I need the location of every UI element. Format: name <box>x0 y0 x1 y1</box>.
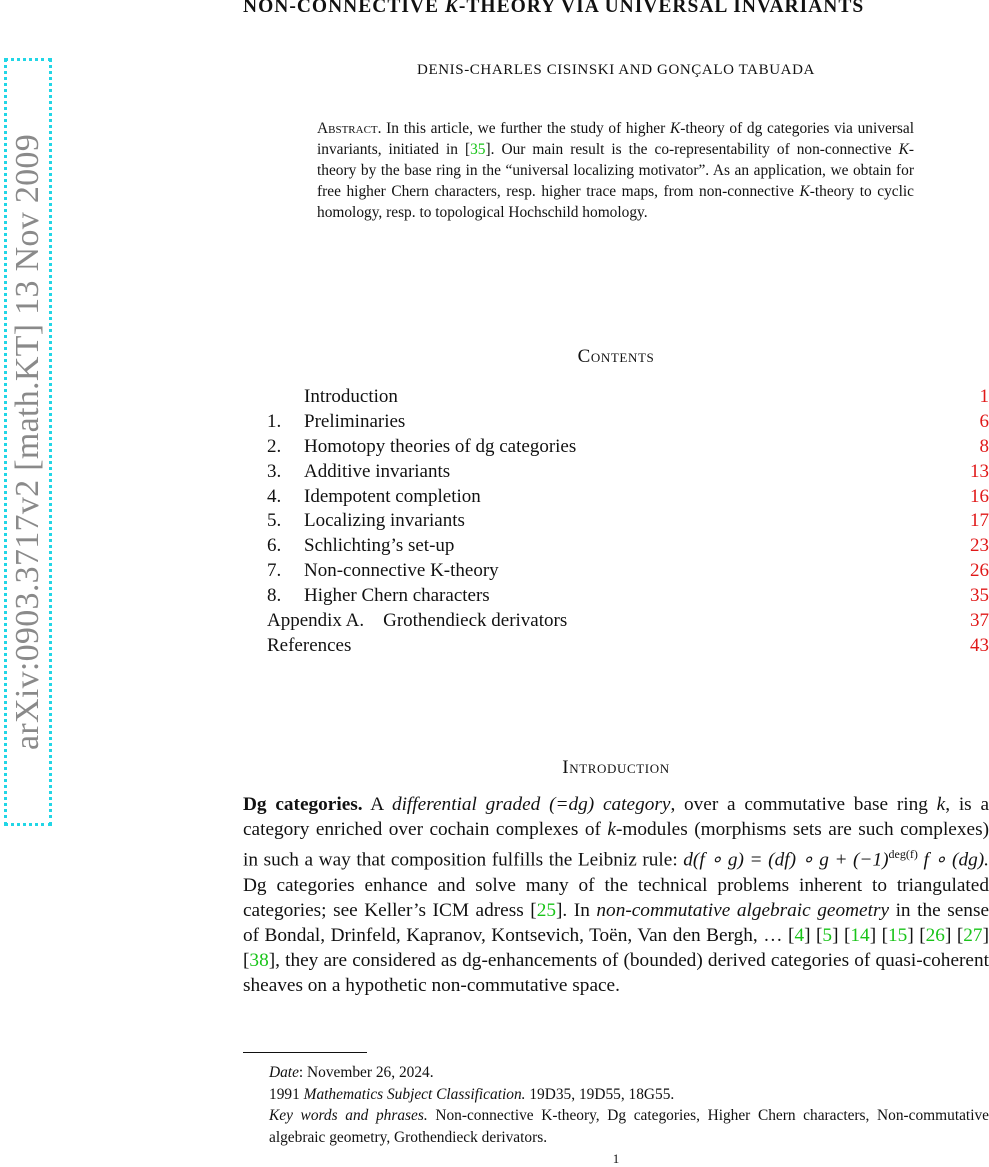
toc-page-link[interactable]: 26 <box>970 559 989 584</box>
toc-entry[interactable]: References 43 <box>267 634 989 659</box>
citation-link[interactable]: 15 <box>888 925 907 946</box>
toc-page-link[interactable]: 6 <box>980 410 989 435</box>
toc-entry[interactable]: 6. Schlichting’s set-up 23 <box>267 534 989 559</box>
toc-page-link[interactable]: 8 <box>980 435 989 460</box>
toc-page-link[interactable]: 17 <box>970 509 989 534</box>
footnotes <box>243 1062 989 1148</box>
abstract: Abstract. In this article, we further the study of higher K-theory of dg categories via universal invariants, initiated in [35]. Our main result is the co-representability of non-connective K-theory by the base ring in the “universal localizing motivator”. As an application, we obtain for free higher Chern characters, resp. higher trace maps, from non-connective K-theory to cyclic homology, resp. to topological Hochschild homology. <box>317 118 914 223</box>
page-number: 1 <box>243 1151 989 1167</box>
footnote-date: Date: November 26, 2024. <box>243 1062 989 1084</box>
toc-page-link[interactable]: 35 <box>970 584 989 609</box>
authors: DENIS-CHARLES CISINSKI AND GONÇALO TABUADA <box>243 62 989 79</box>
toc-entry[interactable]: 1. Preliminaries 6 <box>267 410 989 435</box>
citation-link[interactable]: 38 <box>249 950 268 971</box>
toc-entry[interactable]: 7. Non-connective K-theory 26 <box>267 559 989 584</box>
contents-heading: Contents <box>243 346 989 368</box>
toc-entry[interactable]: Appendix A. Grothendieck derivators 37 <box>267 609 989 634</box>
toc-page-link[interactable]: 16 <box>970 485 989 510</box>
toc-entry[interactable]: 3. Additive invariants 13 <box>267 460 989 485</box>
toc-entry[interactable]: 4. Idempotent completion 16 <box>267 485 989 510</box>
arxiv-stamp <box>4 58 52 826</box>
citation-link[interactable]: 4 <box>794 925 804 946</box>
introduction-paragraph: Dg categories. A differential graded (=dg) category, over a commutative base ring k, is a category enriched over cochain complexes of k-modules (morphisms sets are such complexes) in such a way that composition fulfills the Leibniz rule: d(f ∘ g) = (df) ∘ $g + (-1)^{deg(f)}$ f ∘ (dg). Dg categories enhance and solve many of the technical problems inherent to triangulated categories; see Keller’s ICM adress [25]. In non-commutative algebraic geometry in the sense of Bondal, Drinfeld, Kapranov, Kontsevich, Toën, Van den Bergh, … [4] [5] [14] [15] [26] [27] [38], they are considered as dg-enhancements of (bounded) derived categories of quasi-coherent sheaves on a hypothetic non-commutative space. <box>243 792 989 998</box>
paper-title: NON-CONNECTIVE K-THEORY VIA UNIVERSAL INVARIANTS <box>243 0 989 18</box>
toc-page-link[interactable]: 43 <box>970 634 989 659</box>
arxiv-identifier: arXiv:0903.3717v2 [math.KT] 13 Nov 2009 <box>9 134 47 750</box>
toc-entry[interactable]: Introduction 1 <box>267 385 989 410</box>
toc-entry[interactable]: 8. Higher Chern characters 35 <box>267 584 989 609</box>
citation-link[interactable]: 26 <box>926 925 945 946</box>
table-of-contents <box>267 385 989 659</box>
citation-link[interactable]: 5 <box>822 925 832 946</box>
toc-page-link[interactable]: 23 <box>970 534 989 559</box>
citation-link[interactable]: 14 <box>850 925 869 946</box>
toc-page-link[interactable]: 13 <box>970 460 989 485</box>
abstract-label: Abstract. <box>317 120 381 137</box>
citation-link[interactable]: 35 <box>470 141 485 158</box>
introduction-heading: Introduction <box>243 757 989 779</box>
toc-entry[interactable]: 2. Homotopy theories of dg categories 8 <box>267 435 989 460</box>
footnote-rule <box>243 1052 367 1053</box>
footnote-keywords: Key words and phrases. Non-connective K-theory, Dg categories, Higher Chern characters, Non-commutative algebraic geometry, Grothendieck derivators. <box>243 1105 989 1148</box>
footnote-msc: 1991 Mathematics Subject Classification. 19D35, 19D55, 18G55. <box>243 1084 989 1106</box>
toc-page-link[interactable]: 1 <box>980 385 989 410</box>
citation-link[interactable]: 25 <box>537 900 556 921</box>
citation-link[interactable]: 27 <box>963 925 982 946</box>
toc-entry[interactable]: 5. Localizing invariants 17 <box>267 509 989 534</box>
leibniz-formula: d(f ∘ g) = (df) ∘ g + (−1) <box>683 850 888 871</box>
toc-page-link[interactable]: 37 <box>970 609 989 634</box>
